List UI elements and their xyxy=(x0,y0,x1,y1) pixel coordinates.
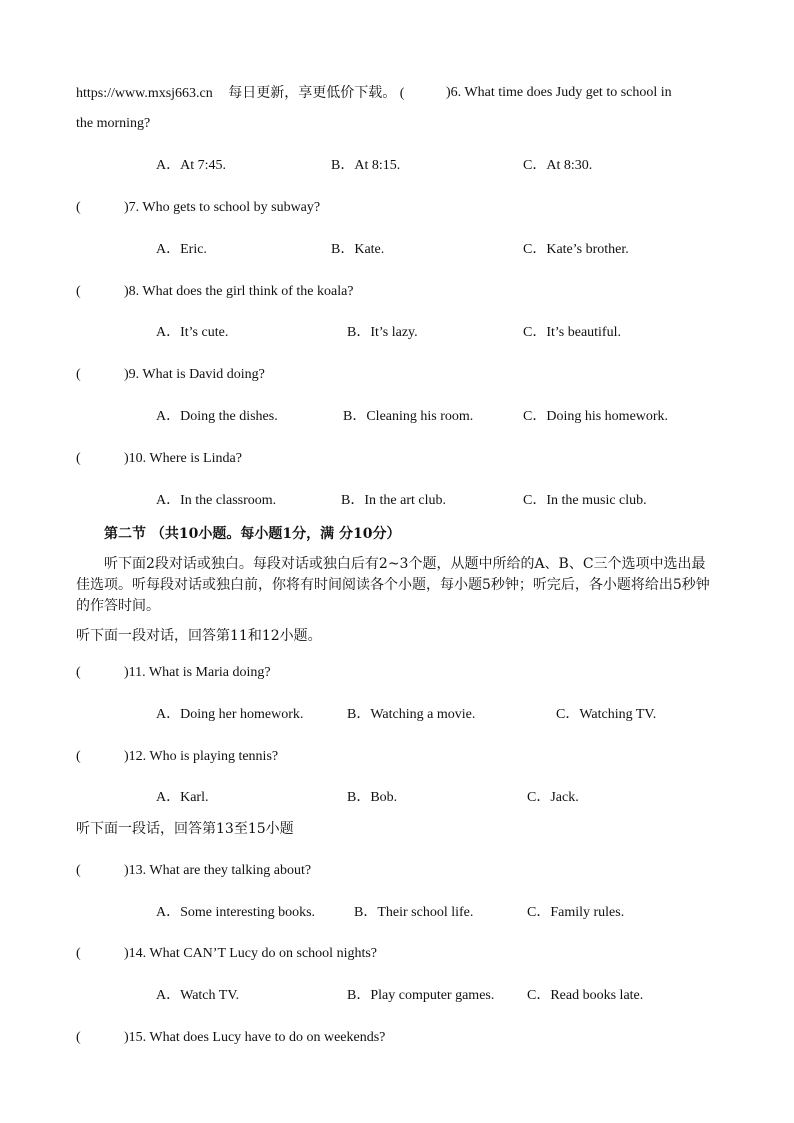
option-13a: A．Some interesting books. xyxy=(156,905,316,920)
answer-paren-8: ( xyxy=(76,284,81,299)
answer-paren-14: ( xyxy=(76,946,81,961)
option-11b: B．Watching a movie. xyxy=(347,707,476,722)
question-14-text: )14. What CAN’T Lucy do on school nights? xyxy=(124,946,378,961)
option-8b: B．It’s lazy. xyxy=(347,325,418,340)
option-10b: B．In the art club. xyxy=(341,493,446,508)
answer-paren-10: ( xyxy=(76,451,81,466)
question-8-text: )8. What does the girl think of the koala? xyxy=(124,284,354,299)
option-6c: C．At 8:30. xyxy=(523,158,593,173)
answer-paren-9: ( xyxy=(76,367,81,382)
question-9-text: )9. What is David doing? xyxy=(124,367,265,382)
question-10-text: )10. Where is Linda? xyxy=(124,451,242,466)
option-10c: C．In the music club. xyxy=(523,493,647,508)
option-10a: A．In the classroom. xyxy=(156,493,277,508)
option-13c: C．Family rules. xyxy=(527,905,625,920)
option-12a: A．Karl. xyxy=(156,790,209,805)
option-13b: B．Their school life. xyxy=(354,905,474,920)
option-7b: B．Kate. xyxy=(331,242,385,257)
answer-paren-11: ( xyxy=(76,665,81,680)
answer-paren-6: ( xyxy=(399,86,405,101)
option-7c: C．Kate’s brother. xyxy=(523,242,629,257)
option-6b: B．At 8:15. xyxy=(331,158,401,173)
question-6-text: )6. What time does Judy get to school in xyxy=(446,85,672,100)
option-14b: B．Play computer games. xyxy=(347,988,495,1003)
site-url: https://www.mxsj663.cn xyxy=(76,86,213,101)
question-13-text: )13. What are they talking about? xyxy=(124,863,312,878)
section-2-heading: 第二节 （共10小题。每小题1分，满 分10分） xyxy=(104,526,401,542)
option-6a: A．At 7:45. xyxy=(156,158,226,173)
option-11a: A．Doing her homework. xyxy=(156,707,304,722)
option-12b: B．Bob. xyxy=(347,790,398,805)
option-12c: C．Jack. xyxy=(527,790,579,805)
option-9b: B．Cleaning his room. xyxy=(343,409,474,424)
section-2-instructions: 听下面2段对话或独白。每段对话或独白后有2~3个题，从题中所给的A、B、C三个选项中选出最佳选项。听每段对话或独白前，你将有时间阅读各个小题，每小题5秒钟；听完后，各小题将给出5秒钟的作答时间。 xyxy=(76,556,710,614)
answer-paren-15: ( xyxy=(76,1030,81,1045)
answer-paren-13: ( xyxy=(76,863,81,878)
site-tagline: 每日更新，享更低价下载。 xyxy=(228,85,397,101)
question-11-text: )11. What is Maria doing? xyxy=(124,665,271,680)
question-6-continued: the morning? xyxy=(76,116,151,131)
option-8c: C．It’s beautiful. xyxy=(523,325,621,340)
question-15-text: )15. What does Lucy have to do on weekends? xyxy=(124,1030,386,1045)
option-14a: A．Watch TV. xyxy=(156,988,240,1003)
option-9a: A．Doing the dishes. xyxy=(156,409,278,424)
option-14c: C．Read books late. xyxy=(527,988,644,1003)
answer-paren-12: ( xyxy=(76,749,81,764)
header-line xyxy=(76,84,404,103)
option-9c: C．Doing his homework. xyxy=(523,409,669,424)
option-11c: C．Watching TV. xyxy=(556,707,657,722)
part-1-intro: 听下面一段对话，回答第11和12小题。 xyxy=(76,628,322,644)
option-8a: A．It’s cute. xyxy=(156,325,229,340)
option-7a: A．Eric. xyxy=(156,242,207,257)
part-2-intro: 听下面一段话，回答第13至15小题 xyxy=(76,821,294,837)
question-12-text: )12. Who is playing tennis? xyxy=(124,749,279,764)
question-7-text: )7. Who gets to school by subway? xyxy=(124,200,321,215)
answer-paren-7: ( xyxy=(76,200,81,215)
